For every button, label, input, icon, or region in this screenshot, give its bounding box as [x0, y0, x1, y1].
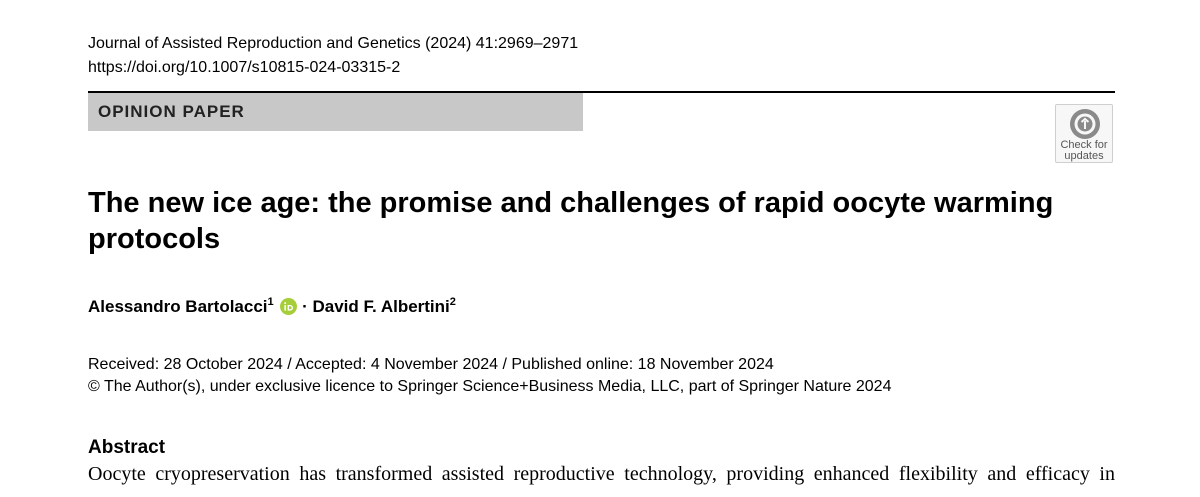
- article-title: The new ice age: the promise and challenges of rapid oocyte warming protocols: [88, 187, 1054, 255]
- orcid-icon[interactable]: [280, 298, 297, 315]
- check-for-updates-line2: updates: [1064, 150, 1104, 162]
- publication-dates: Received: 28 October 2024 / Accepted: 4 November 2024 / Published online: 18 November 2024: [88, 356, 774, 373]
- abstract-text: Oocyte cryopreservation has transformed assisted reproductive technology, providing enhanced flexibility and efficacy in: [88, 463, 1115, 485]
- doi-link[interactable]: https://doi.org/10.1007/s10815-024-03315-2: [88, 59, 401, 76]
- check-for-updates-badge[interactable]: [1055, 104, 1113, 163]
- article-type-label: OPINION PAPER: [98, 102, 245, 121]
- copyright-notice: © The Author(s), under exclusive licence to Springer Science+Business Media, LLC, part of Springer Nature 2024: [88, 378, 892, 395]
- check-for-updates-text: [1056, 140, 1112, 162]
- author-affiliation-1: 1: [267, 296, 274, 308]
- abstract-heading: Abstract: [88, 437, 166, 458]
- check-for-updates-icon: [1069, 108, 1101, 140]
- journal-citation: Journal of Assisted Reproduction and Genetics (2024) 41:2969–2971: [88, 35, 579, 52]
- author-affiliation-2: 2: [449, 296, 456, 308]
- author-name-2[interactable]: David F. Albertini: [312, 297, 450, 316]
- author-separator: ·: [297, 297, 313, 316]
- article-type-banner: [88, 93, 583, 131]
- check-for-updates-line1: Check for: [1060, 139, 1108, 151]
- author-name-1[interactable]: Alessandro Bartolacci: [88, 297, 268, 316]
- author-list: [88, 295, 456, 319]
